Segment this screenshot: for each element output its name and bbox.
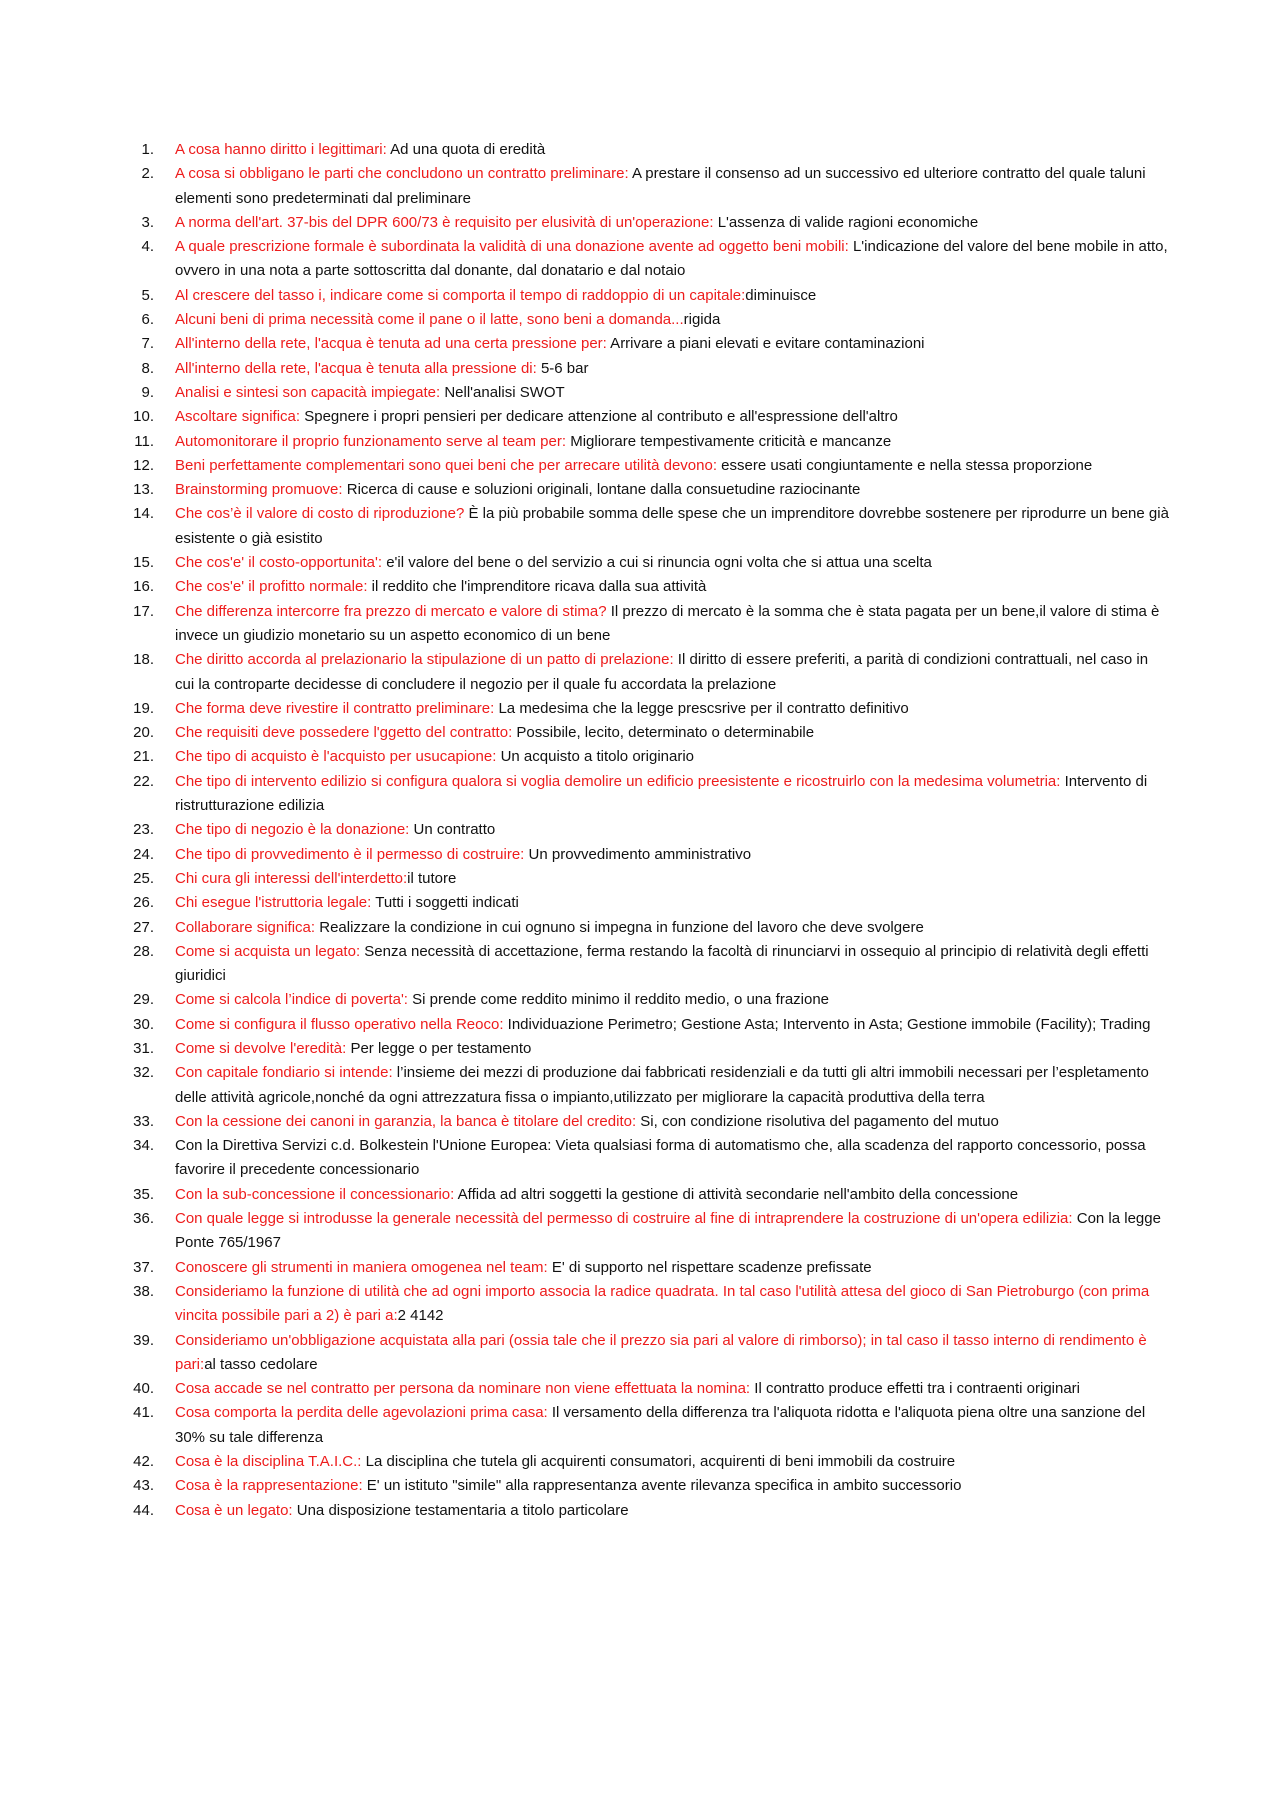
question-text: Ascoltare significa: [175, 408, 301, 426]
item-number: 26. [133, 894, 154, 912]
list-item [130, 162, 1170, 211]
item-number: 24. [133, 845, 154, 863]
question-text: All'interno della rete, l'acqua è tenuta ad una certa pressione per: [175, 335, 607, 353]
list-item [130, 138, 1170, 162]
list-item [130, 745, 1170, 769]
question-text: A norma dell'art. 37-bis del DPR 600/73 è requisito per elusività di un'operazione: [175, 213, 714, 231]
question-answer-list [130, 138, 1170, 1523]
list-item [130, 454, 1170, 478]
answer-text: Il versamento della differenza tra l'aliquota ridotta e l'aliquota piena oltre una sanzione del 30% su tale differenza [175, 1404, 1146, 1446]
item-number: 7. [141, 335, 154, 353]
item-number: 14. [133, 505, 154, 523]
answer-text: Intervento di ristrutturazione edilizia [175, 772, 1148, 815]
answer-text: Il prezzo di mercato è la somma che è stata pagata per un bene,il valore di stima è invece un giudizio monetario su un aspetto economico di un bene [175, 602, 1160, 644]
item-number: 1. [141, 141, 154, 158]
answer-text: Con la Direttiva Servizi c.d. Bolkestein l'Unione Europea: Vieta qualsiasi forma di automatismo che, alla scadenza del rapporto concessorio, possa favorire il precedente concessionario [175, 1137, 1146, 1179]
item-number: 16. [133, 578, 154, 596]
answer-text: Migliorare tempestivamente criticità e mancanze [566, 432, 892, 450]
answer-text: Si, con condizione risolutiva del pagamento del mutuo [636, 1112, 999, 1130]
answer-text: L'indicazione del valore del bene mobile in atto, ovvero in una nota a parte sottoscritta dal donante, dal donatario e dal notaio [175, 238, 1168, 280]
list-item [130, 1134, 1170, 1183]
answer-text: Arrivare a piani elevati e evitare contaminazioni [606, 335, 925, 353]
item-number: 4. [141, 238, 154, 256]
question-text: Che cos’è il valore di costo di riproduzione? [175, 505, 465, 523]
item-number: 17. [133, 602, 154, 620]
item-number: 11. [134, 432, 154, 450]
list-item [130, 1183, 1170, 1207]
answer-text: Il contratto produce effetti tra i contraenti originari [750, 1380, 1081, 1398]
list-item [130, 940, 1170, 989]
list-item [130, 1110, 1170, 1134]
item-number: 35. [133, 1185, 154, 1203]
list-item [130, 1280, 1170, 1329]
list-item [130, 648, 1170, 697]
list-item [130, 988, 1170, 1012]
answer-text: essere usati congiuntamente e nella stessa proporzione [717, 456, 1093, 474]
item-number: 37. [133, 1258, 154, 1276]
question-text: Che differenza intercorre fra prezzo di mercato e valore di stima? [175, 602, 607, 620]
item-number: 39. [133, 1331, 154, 1349]
list-item [130, 1499, 1170, 1523]
item-number: 29. [133, 991, 154, 1009]
item-number: 32. [133, 1064, 154, 1082]
item-number: 41. [133, 1404, 154, 1422]
question-text: Che tipo di acquisto è l'acquisto per usucapione: [175, 748, 497, 766]
answer-text: Una disposizione testamentaria a titolo particolare [292, 1501, 629, 1519]
list-item [130, 235, 1170, 284]
question-text: Che tipo di provvedimento è il permesso di costruire: [175, 845, 525, 863]
item-number: 30. [133, 1015, 154, 1033]
item-number: 23. [133, 821, 154, 839]
list-item [130, 867, 1170, 891]
question-text: A cosa si obbligano le parti che concludono un contratto preliminare: [175, 165, 629, 183]
answer-text: Spegnere i propri pensieri per dedicare attenzione al contributo e all'espressione dell'altro [300, 408, 898, 426]
item-number: 28. [133, 942, 154, 960]
list-item [130, 697, 1170, 721]
question-text: Cosa è la disciplina T.A.I.C.: [175, 1453, 362, 1471]
list-item [130, 1061, 1170, 1110]
item-number: 5. [141, 286, 154, 304]
answer-text: E' di supporto nel rispettare scadenze prefissate [547, 1258, 872, 1276]
question-text: Con quale legge si introdusse la generale necessità del permesso di costruire al fine di intraprendere la costruzione di un'opera edilizia: [175, 1210, 1073, 1228]
question-text: Cosa è un legato: [175, 1501, 293, 1519]
list-item [130, 478, 1170, 502]
answer-text: 5-6 bar [536, 359, 589, 377]
answer-text: 2 4142 [397, 1307, 444, 1325]
item-number: 40. [133, 1380, 154, 1398]
answer-text: Con la legge Ponte 765/1967 [175, 1210, 1161, 1252]
question-text: Brainstorming promuove: [175, 481, 343, 499]
list-item [130, 1377, 1170, 1401]
list-item [130, 405, 1170, 429]
list-item [130, 308, 1170, 332]
answer-text: E' un istituto "simile" alla rappresentanza avente rilevanza specifica in ambito successorio [362, 1477, 962, 1495]
list-item [130, 430, 1170, 454]
item-number: 18. [133, 651, 154, 669]
answer-text: Per legge o per testamento [346, 1039, 532, 1057]
question-text: Con capitale fondiario si intende: [175, 1064, 393, 1082]
list-item [130, 916, 1170, 940]
question-text: All'interno della rete, l'acqua è tenuta alla pressione di: [175, 359, 537, 377]
question-text: Con la cessione dei canoni in garanzia, la banca è titolare del credito: [175, 1112, 637, 1130]
question-text: Automonitorare il proprio funzionamento serve al team per: [175, 432, 567, 450]
list-item [130, 721, 1170, 745]
item-number: 27. [133, 918, 154, 936]
answer-text: diminuisce [745, 286, 817, 304]
question-text: Chi esegue l'istruttoria legale: [175, 894, 372, 912]
list-item [130, 332, 1170, 356]
question-text: Come si devolve l'eredità: [175, 1039, 347, 1057]
item-number: 36. [133, 1210, 154, 1228]
item-number: 38. [133, 1282, 154, 1300]
question-text: Cosa accade se nel contratto per persona da nominare non viene effettuata la nomina: [175, 1380, 751, 1398]
answer-text: il reddito che l'imprenditore ricava dalla sua attività [367, 578, 707, 596]
question-text: Analisi e sintesi son capacità impiegate: [175, 383, 441, 401]
answer-text: Tutti i soggetti indicati [371, 894, 519, 912]
question-text: Che tipo di intervento edilizio si configura qualora si voglia demolire un edificio preesistente e ricostruirlo con la medesima volumetria: [175, 772, 1061, 790]
question-text: Che cos'e' il costo-opportunita': [175, 554, 383, 572]
answer-text: Affida ad altri soggetti la gestione di attività secondarie nell'ambito della concessione [454, 1185, 1019, 1203]
list-item [130, 1037, 1170, 1061]
answer-text: La medesima che la legge prescsrive per il contratto definitivo [494, 699, 909, 717]
question-text: Al crescere del tasso i, indicare come si comporta il tempo di raddoppio di un capitale: [175, 286, 746, 304]
answer-text: Ad una quota di eredità [386, 141, 546, 158]
question-text: Che cos'e' il profitto normale: [175, 578, 368, 596]
item-number: 9. [141, 383, 154, 401]
answer-text: Un acquisto a titolo originario [496, 748, 695, 766]
list-item [130, 284, 1170, 308]
list-item [130, 1401, 1170, 1450]
item-number: 44. [133, 1501, 154, 1519]
list-item [130, 770, 1170, 819]
item-number: 20. [133, 724, 154, 742]
answer-text: Senza necessità di accettazione, ferma restando la facoltà di rinunciarvi in ossequio al principio di relatività degli effetti giuridici [175, 942, 1149, 985]
question-text: Che requisiti deve possedere l'ggetto del contratto: [175, 724, 513, 742]
list-item [130, 551, 1170, 575]
list-item [130, 381, 1170, 405]
question-text: Come si acquista un legato: [175, 942, 361, 960]
list-item [130, 843, 1170, 867]
answer-text: Si prende come reddito minimo il reddito medio, o una frazione [407, 991, 830, 1009]
answer-text: Possibile, lecito, determinato o determinabile [512, 724, 815, 742]
list-item [130, 1474, 1170, 1498]
answer-text: La disciplina che tutela gli acquirenti consumatori, acquirenti di beni immobili da costruire [361, 1453, 956, 1471]
question-text: A quale prescrizione formale è subordinata la validità di una donazione avente ad oggetto beni mobili: [175, 238, 849, 256]
list-item [130, 891, 1170, 915]
answer-text: l’insieme dei mezzi di produzione dai fabbricati residenziali e da tutti gli altri immobili necessari per l’espletamento delle attività agricole,nonché da ogni attrezzatura fissa o impianto,utilizzato per migliorare la capacità produttiva della terra [175, 1064, 1149, 1106]
list-item [130, 211, 1170, 235]
question-text: Beni perfettamente complementari sono quei beni che per arrecare utilità devono: [175, 456, 717, 474]
item-number: 34. [133, 1137, 154, 1155]
item-number: 12. [133, 456, 154, 474]
item-number: 42. [133, 1453, 154, 1471]
question-text: Come si configura il flusso operativo nella Reoco: [175, 1015, 504, 1033]
question-text: Conoscere gli strumenti in maniera omogenea nel team: [175, 1258, 548, 1276]
answer-text: Realizzare la condizione in cui ognuno si impegna in funzione del lavoro che deve svolgere [315, 918, 924, 936]
list-item [130, 575, 1170, 599]
question-text: Che forma deve rivestire il contratto preliminare: [175, 699, 495, 717]
question-text: Alcuni beni di prima necessità come il pane o il latte, sono beni a domanda... [175, 311, 684, 329]
answer-text: Un contratto [409, 821, 496, 839]
list-item [130, 1329, 1170, 1378]
question-text: Chi cura gli interessi dell'interdetto: [175, 869, 408, 887]
item-number: 43. [133, 1477, 154, 1495]
question-text: Cosa comporta la perdita delle agevolazioni prima casa: [175, 1404, 548, 1422]
item-number: 15. [133, 554, 154, 572]
list-item [130, 818, 1170, 842]
item-number: 8. [141, 359, 154, 377]
answer-text: rigida [683, 311, 721, 329]
answer-text: A prestare il consenso ad un successivo ed ulteriore contratto del quale taluni elementi sono predeterminati dal preliminare [175, 165, 1146, 207]
answer-text: È la più probabile somma delle spese che un imprenditore dovrebbe sostenere per riprodurre un bene già esistente o già esistito [175, 505, 1169, 547]
question-text: Cosa è la rappresentazione: [175, 1477, 363, 1495]
question-text: Che tipo di negozio è la donazione: [175, 821, 410, 839]
list-item [130, 1450, 1170, 1474]
item-number: 13. [133, 481, 154, 499]
answer-text: il tutore [407, 869, 457, 887]
item-number: 2. [141, 165, 154, 183]
question-text: Consideriamo un'obbligazione acquistata alla pari (ossia tale che il prezzo sia pari al valore di rimborso); in tal caso il tasso interno di rendimento è pari: [175, 1331, 1147, 1373]
list-item [130, 502, 1170, 551]
answer-text: al tasso cedolare [204, 1355, 318, 1373]
item-number: 31. [133, 1039, 154, 1057]
item-number: 33. [133, 1112, 154, 1130]
list-item [130, 1256, 1170, 1280]
answer-text: Individuazione Perimetro; Gestione Asta; Intervento in Asta; Gestione immobile (Facility); Trading [503, 1015, 1151, 1033]
list-item [130, 357, 1170, 381]
item-number: 25. [133, 869, 154, 887]
list-item [130, 600, 1170, 649]
answer-text: Il diritto di essere preferiti, a parità di condizioni contrattuali, nel caso in cui la controparte decidesse di concludere il negozio per il quale fu accordata la prelazione [175, 651, 1149, 693]
item-number: 3. [141, 213, 154, 231]
answer-text: Nell'analisi SWOT [440, 383, 565, 401]
item-number: 6. [141, 311, 154, 329]
question-text: A cosa hanno diritto i legittimari: [175, 141, 387, 158]
item-number: 22. [133, 772, 154, 790]
question-text: Collaborare significa: [175, 918, 316, 936]
answer-text: Un provvedimento amministrativo [524, 845, 752, 863]
question-text: Come si calcola l’indice di poverta': [175, 991, 408, 1009]
item-number: 19. [133, 699, 154, 717]
list-item [130, 1013, 1170, 1037]
item-number: 21. [133, 748, 154, 766]
item-number: 10. [133, 408, 154, 426]
answer-text: e'il valore del bene o del servizio a cui si rinuncia ogni volta che si attua una scelta [382, 554, 932, 572]
answer-text: L'assenza di valide ragioni economiche [713, 213, 979, 231]
question-text: Con la sub-concessione il concessionario: [175, 1185, 455, 1203]
list-item [130, 1207, 1170, 1256]
answer-text: Ricerca di cause e soluzioni originali, lontane dalla consuetudine raziocinante [342, 481, 861, 499]
question-text: Consideriamo la funzione di utilità che ad ogni importo associa la radice quadrata. In tal caso l'utilità attesa del gioco di San Pietroburgo (con prima vincita possibile pari a 2) è pari a: [175, 1282, 1150, 1325]
question-text: Che diritto accorda al prelazionario la stipulazione di un patto di prelazione: [175, 651, 674, 669]
